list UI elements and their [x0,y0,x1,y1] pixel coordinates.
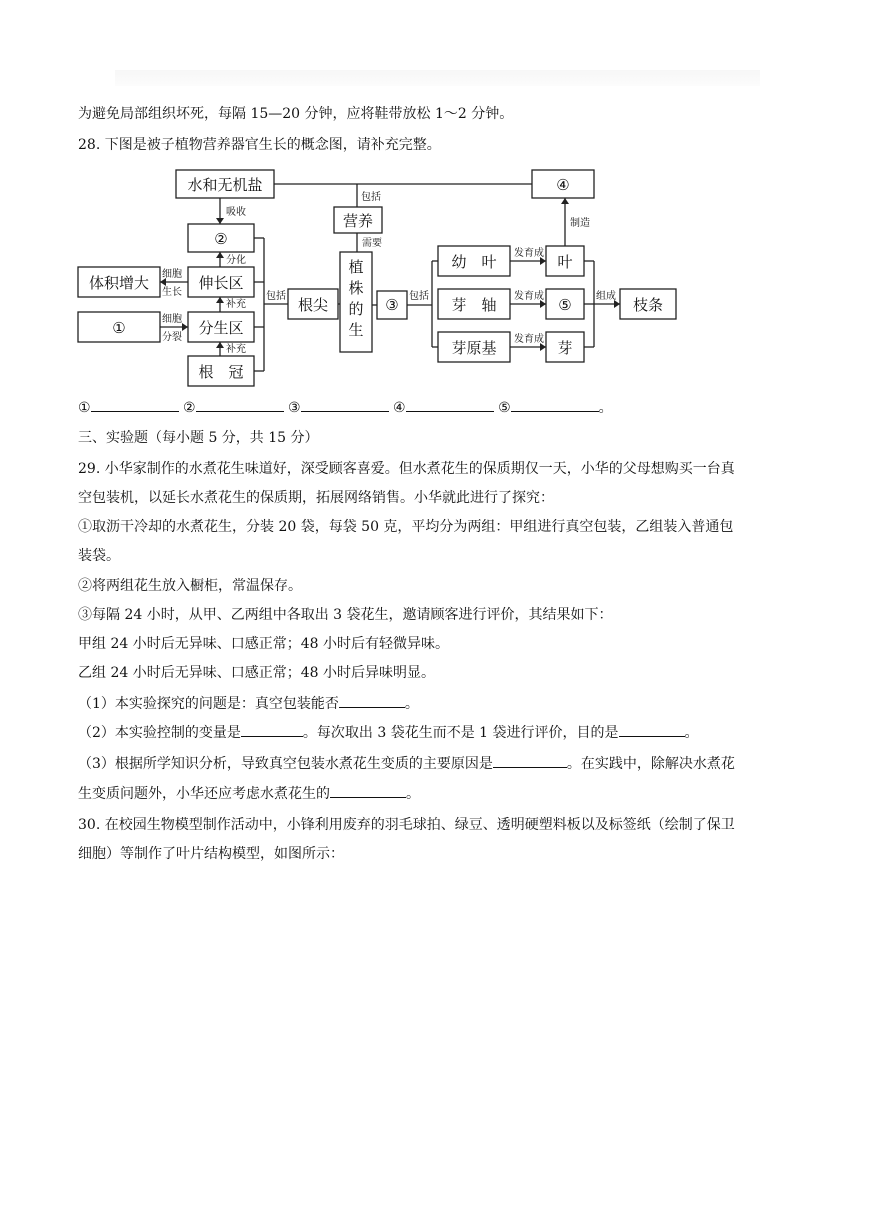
label-need: 需要 [362,238,382,249]
label-supplement-1: 补充 [226,299,246,310]
box-blank-2: ② [214,230,228,248]
box-plant-growth-1: 植 [348,258,364,276]
box-water-minerals: 水和无机盐 [187,176,263,194]
label-include-three: 包括 [409,291,429,302]
box-young-leaf: 幼 叶 [451,253,497,271]
blank-label-3: ③ [288,400,301,416]
step-2: ②将两组花生放入橱柜，常温保存。 [78,578,302,594]
sub-question-3-line-2 [78,783,420,804]
blank-label-5: ⑤ [498,400,511,416]
label-compose: 组成 [596,291,616,302]
sq3-end: 。 [406,786,420,802]
box-plant-growth-4: 生 [348,321,364,339]
label-cell-division-1: 细胞 [162,314,182,325]
label-cell-division-2: 分裂 [162,332,182,343]
box-bud: 芽 [557,339,573,357]
step-3: ③每隔 24 小时，从甲、乙两组中各取出 3 袋花生，邀请顾客进行评价，其结果如下： [78,607,613,623]
period: 。 [598,400,613,416]
label-develop-2: 发育成 [514,291,544,302]
sub-question-1 [78,693,419,714]
answer-blank-5[interactable] [511,397,599,412]
question-29-line-1: 29. 小华家制作的水煮花生味道好，深受顾客喜爱。但水煮花生的保质期仅一天，小华的父母想购买一台真 [78,461,735,477]
box-plant-growth-2: 株 [348,279,364,297]
box-root-tip: 根尖 [297,296,329,314]
sq3-text-1: （3）根据所学知识分析，导致真空包装水煮花生变质的主要原因是 [78,756,493,772]
sq2-text-1: （2）本实验控制的变量是 [78,725,241,741]
label-include-root: 包括 [266,291,286,302]
sq3-text-3: 生变质问题外，小华还应考虑水煮花生的 [78,786,330,802]
blank-label-2: ② [183,400,196,416]
sub-question-3-line-1 [78,753,735,774]
sq2-blank-1[interactable] [241,722,303,737]
question-30-line-2: 细胞）等制作了叶片结构模型，如图所示： [78,846,344,862]
section-heading: 三、实验题（每小题 5 分，共 15 分） [78,430,319,446]
step-1-line-2: 装袋。 [78,548,120,564]
answer-blank-1[interactable] [91,397,179,412]
text-line: 为避免局部组织坏死，每隔 15—20 分钟，应将鞋带放松 1～2 分钟。 [78,106,514,122]
box-blank-4: ④ [556,176,570,194]
sq3-blank-2[interactable] [330,783,406,798]
label-develop-3: 发育成 [514,334,544,345]
result-group-a: 甲组 24 小时后无异味、口感正常；48 小时后有轻微异味。 [78,636,449,652]
sq1-end: 。 [404,696,419,712]
box-shoot: 枝条 [632,296,664,314]
answer-blank-4[interactable] [406,397,494,412]
box-blank-5: ⑤ [558,296,572,314]
box-plant-growth-3: 的 [348,300,364,318]
label-develop-1: 发育成 [514,248,544,259]
label-make: 制造 [570,218,590,229]
sq3-blank-1[interactable] [493,753,567,768]
blank-label-1: ① [78,400,91,416]
box-bud-axis: 芽 轴 [451,296,497,314]
box-blank-3: ③ [385,296,399,314]
box-blank-1: ① [112,319,126,337]
sub-question-2 [78,722,699,743]
sq2-blank-2[interactable] [619,722,685,737]
label-cell-growth-1: 细胞 [162,269,182,280]
box-meristem-zone: 分生区 [198,319,244,337]
top-scan-strip [115,70,760,86]
label-absorb: 吸收 [226,207,246,218]
q28-answer-line [78,397,613,418]
box-root-cap: 根 冠 [198,363,244,381]
label-include-top: 包括 [361,192,381,203]
sq2-text-2: 。每次取出 3 袋花生而不是 1 袋进行评价，目的是 [302,725,619,741]
sq2-end: 。 [684,725,699,741]
box-leaf: 叶 [557,253,573,271]
sq3-text-2: 。在实践中，除解决水煮花 [566,756,735,772]
result-group-b: 乙组 24 小时后无异味、口感正常；48 小时后异味明显。 [78,665,435,681]
box-nutrition: 营养 [342,212,374,230]
box-elongation-zone: 伸长区 [198,274,244,292]
question-28: 28. 下图是被子植物营养器官生长的概念图，请补充完整。 [78,137,441,153]
sq1-text: （1）本实验探究的问题是：真空包装能否 [78,696,339,712]
label-cell-growth-2: 生长 [162,287,182,298]
step-1-line-1: ①取沥干冷却的水煮花生，分装 20 袋，每袋 50 克，平均分为两组：甲组进行真空包装，乙组装入普通包 [78,519,734,535]
blank-label-4: ④ [393,400,406,416]
answer-blank-3[interactable] [301,397,389,412]
question-30-line-1: 30. 在校园生物模型制作活动中，小锋利用废弃的羽毛球拍、绿豆、透明硬塑料板以及标签纸（绘制了保卫 [78,817,735,833]
answer-blank-2[interactable] [196,397,284,412]
question-29-line-2: 空包装机，以延长水煮花生的保质期，拓展网络销售。小华就此进行了探究： [78,490,554,506]
box-leaf-primordium: 芽原基 [451,339,497,357]
label-differentiate: 分化 [226,255,246,266]
sq1-blank[interactable] [339,693,405,708]
concept-diagram [70,160,690,390]
box-volume-increase: 体积增大 [88,274,150,292]
label-supplement-2: 补充 [226,344,246,355]
